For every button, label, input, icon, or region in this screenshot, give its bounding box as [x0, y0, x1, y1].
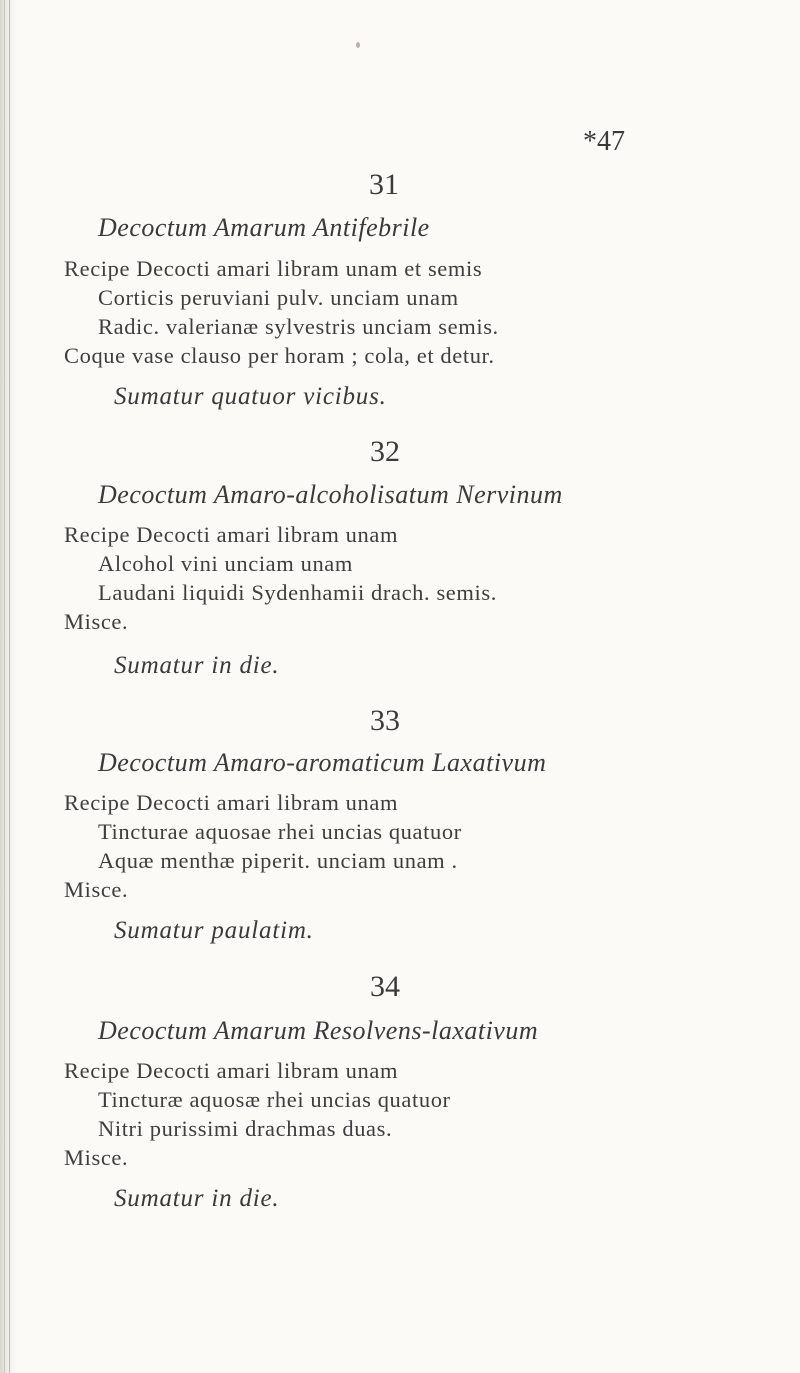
- recipe-number: 33: [370, 704, 400, 737]
- recipe-line: Radic. valerianæ sylvestris unciam semis.: [98, 314, 499, 339]
- page-number: *47: [583, 126, 625, 157]
- recipe-line: Recipe Decocti amari libram unam: [64, 522, 399, 547]
- recipe-title: Decoctum Amarum Antifebrile: [98, 213, 430, 242]
- recipe-line: Tincturae aquosae rhei uncias quatuor: [98, 819, 462, 844]
- recipe-line: Recipe Decocti amari libram unam: [64, 1058, 399, 1083]
- recipe-directions: Sumatur in die.: [114, 652, 280, 679]
- recipe-line: Corticis peruviani pulv. unciam unam: [98, 285, 459, 310]
- recipe-line: Misce.: [64, 1145, 129, 1170]
- recipe-directions: Sumatur quatuor vicibus.: [114, 383, 387, 410]
- recipe-directions: Sumatur paulatim.: [114, 917, 314, 944]
- page-gutter-line-inner: [4, 0, 5, 1373]
- page-gutter: [0, 0, 16, 1373]
- recipe-title: Decoctum Amaro-aromaticum Laxativum: [98, 748, 547, 777]
- recipe-line: Laudani liquidi Sydenhamii drach. semis.: [98, 580, 497, 605]
- recipe-line: Nitri purissimi drachmas duas.: [98, 1116, 393, 1141]
- recipe-number: 32: [370, 435, 400, 468]
- recipe-title: Decoctum Amaro-alcoholisatum Nervinum: [98, 480, 563, 509]
- page-gutter-line: [9, 0, 10, 1373]
- recipe-line: Aquæ menthæ piperit. unciam unam .: [98, 848, 458, 873]
- recipe-line: Misce.: [64, 877, 129, 902]
- recipe-line: Tincturæ aquosæ rhei uncias quatuor: [98, 1087, 451, 1112]
- recipe-line: Alcohol vini unciam unam: [98, 551, 353, 576]
- recipe-title: Decoctum Amarum Resolvens-laxativum: [98, 1016, 539, 1045]
- recipe-line: Misce.: [64, 609, 129, 634]
- ink-speck: [356, 42, 360, 48]
- recipe-directions: Sumatur in die.: [114, 1185, 280, 1212]
- recipe-number: 34: [370, 970, 400, 1003]
- recipe-line: Recipe Decocti amari libram unam: [64, 790, 399, 815]
- recipe-line: Recipe Decocti amari libram unam et semis: [64, 256, 483, 281]
- recipe-line: Coque vase clauso per horam ; cola, et detur.: [64, 343, 495, 368]
- recipe-number: 31: [369, 168, 399, 201]
